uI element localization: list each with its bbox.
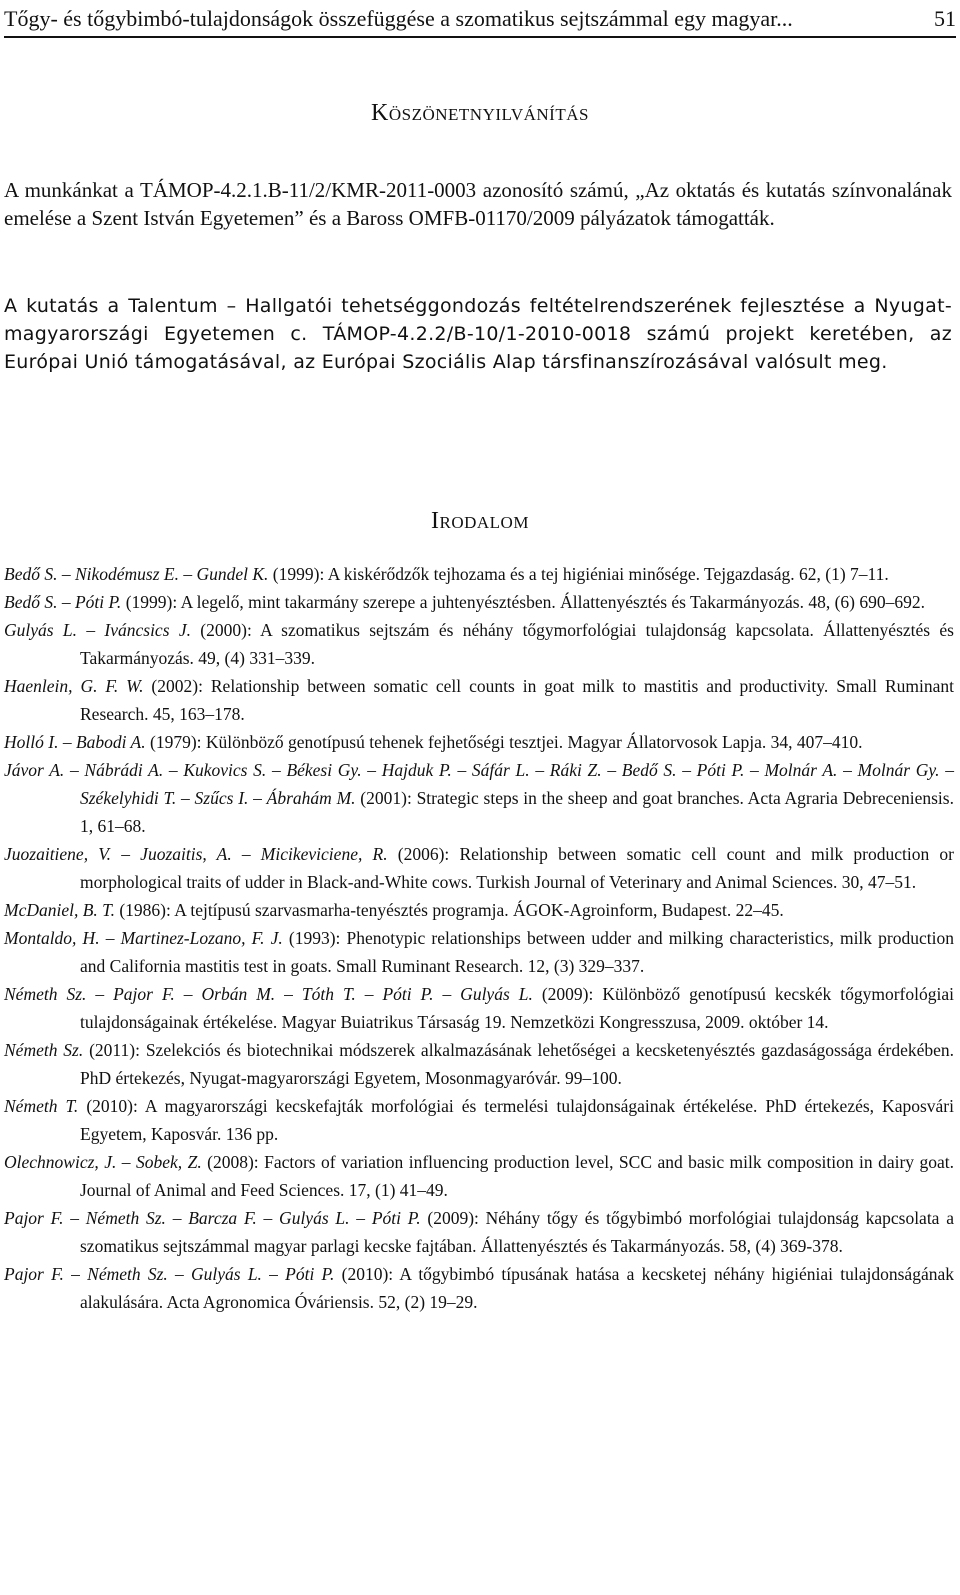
reference-details: (1999): A kiskérődzők tejhozama és a tej higiéniai minősége. Tejgazdaság. 62, (1) 7–11. [268, 564, 889, 584]
reference-item [4, 840, 954, 896]
reference-authors: Pajor F. – Németh Sz. – Barcza F. – Gulyás L. – Póti P. [4, 1208, 421, 1228]
literature-heading: Irodalom [431, 508, 529, 534]
reference-item [4, 728, 954, 756]
reference-authors: Holló I. – Babodi A. [4, 732, 146, 752]
reference-authors: Bedő S. – Nikodémusz E. – Gundel K. [4, 564, 269, 584]
reference-details: (2011): Szelekciós és biotechnikai módszerek alkalmazásának lehetőségei a kecsketenyésztés gazdaságossága érdekében. PhD értekezés, Nyugat-magyarországi Egyetem, Mosonmagyaróvár. 99–100. [80, 1040, 954, 1088]
reference-details: (2008): Factors of variation influencing production level, SCC and basic milk composition in dairy goat. Journal of Animal and Feed Sciences. 17, (1) 41–49. [80, 1152, 955, 1200]
reference-details: (2000): A szomatikus sejtszám és néhány tőgymorfológiai tulajdonság kapcsolata. Állattenyésztés és Takarmányozás. 49, (4) 331–339. [80, 620, 954, 668]
reference-authors: Németh Sz. – Pajor F. – Orbán M. – Tóth T. – Póti P. – Gulyás L. [4, 984, 533, 1004]
reference-details: (1993): Phenotypic relationships between udder and milking characteristics, milk production and California mastitis test in goats. Small Ruminant Research. 12, (3) 329–337. [80, 928, 954, 976]
acknowledgements-heading: Köszönetnyilvánítás [371, 100, 589, 126]
reference-authors: Németh T. [4, 1096, 79, 1116]
reference-item [4, 896, 954, 924]
page-number: 51 [934, 6, 956, 31]
reference-authors: Juozaitiene, V. – Juozaitis, A. – Micikeviciene, R. [4, 844, 388, 864]
reference-item [4, 980, 954, 1036]
reference-authors: Németh Sz. [4, 1040, 84, 1060]
reference-details: (2010): A tőgybimbó típusának hatása a kecsketej néhány higiéniai tulajdonságának alakulására. Acta Agronomica Óváriensis. 52, (2) 19–29. [80, 1264, 954, 1312]
reference-item [4, 672, 954, 728]
acknowledgement-paragraph-1: A munkánkat a TÁMOP-4.2.1.B-11/2/KMR-2011-0003 azonosító számú, „Az oktatás és kutatás színvonalának emelése a Szent István Egyetemen” és a Baross OMFB-01170/2009 pályázatok támogatták. [4, 178, 952, 230]
running-title: Tőgy- és tőgybimbó-tulajdonságok összefüggése a szomatikus sejtszámmal egy magyar... [4, 6, 793, 31]
reference-item [4, 616, 954, 672]
reference-item [4, 560, 954, 588]
reference-item [4, 1092, 954, 1148]
reference-item [4, 924, 954, 980]
reference-item [4, 1036, 954, 1092]
reference-authors: Gulyás L. – Iváncsics J. [4, 620, 191, 640]
reference-details: (1986): A tejtípusú szarvasmarha-tenyésztés programja. ÁGOK-Agroinform, Budapest. 22–45. [114, 900, 784, 920]
reference-item [4, 588, 954, 616]
reference-authors: Olechnowicz, J. – Sobek, Z. [4, 1152, 202, 1172]
reference-item [4, 1148, 954, 1204]
reference-details: (2001): Strategic steps in the sheep and goat branches. Acta Agraria Debreceniensis. 1, 61–68. [80, 788, 954, 836]
reference-authors: Haenlein, G. F. W. [4, 676, 144, 696]
reference-details: (1979): Különböző genotípusú tehenek fejhetőségi tesztjei. Magyar Állatorvosok Lapja. 34, 407–410. [145, 732, 863, 752]
reference-details: (2009): Néhány tőgy és tőgybimbó morfológiai tulajdonság kapcsolata a szomatikus sejtszámmal magyar parlagi kecske fajtában. Állattenyésztés és Takarmányozás. 58, (4) 369-378. [80, 1208, 954, 1256]
acknowledgement-paragraph-2: A kutatás a Talentum – Hallgatói tehetséggondozás feltételrendszerének fejlesztése a Nyugat-magyarországi Egyetemen c. TÁMOP-4.2.2/B-10/1-2010-0018 számú projekt keretében, az Európai Unió támogatásával, az Európai Szociális Alap társfinanszírozásával valósult meg. [4, 295, 952, 373]
header-rule [4, 36, 956, 38]
running-head [4, 6, 956, 32]
reference-authors: Pajor F. – Németh Sz. – Gulyás L. – Póti P. [4, 1264, 335, 1284]
reference-authors: McDaniel, B. T. [4, 900, 115, 920]
reference-item [4, 1260, 954, 1316]
reference-details: (2002): Relationship between somatic cell counts in goat milk to mastitis and productivity. Small Ruminant Research. 45, 163–178. [80, 676, 954, 724]
reference-authors: Montaldo, H. – Martinez-Lozano, F. J. [4, 928, 283, 948]
reference-details: (2006): Relationship between somatic cell count and milk production or morphological traits of udder in Black-and-White cows. Turkish Journal of Veterinary and Animal Sciences. 30, 47–51. [80, 844, 954, 892]
reference-authors: Bedő S. – Póti P. [4, 592, 122, 612]
reference-authors: Jávor A. – Nábrádi A. – Kukovics S. – Békesi Gy. – Hajduk P. – Sáfár L. – Ráki Z. – Bedő S. – Póti P. – Molnár A. – Molnár Gy. – Székelyhidi T. – Szűcs I. – Ábrahám M. [4, 760, 954, 808]
reference-details: (1999): A legelő, mint takarmány szerepe a juhtenyésztésben. Állattenyésztés és Takarmányozás. 48, (6) 690–692. [121, 592, 926, 612]
reference-list [4, 560, 954, 1316]
reference-item [4, 756, 954, 840]
reference-details: (2010): A magyarországi kecskefajták morfológiai és termelési tulajdonságainak értékelése. PhD értekezés, Kaposvári Egyetem, Kaposvár. 136 pp. [78, 1096, 954, 1144]
reference-details: (2009): Különböző genotípusú kecskék tőgymorfológiai tulajdonságainak értékelése. Magyar Buiatrikus Társaság 19. Nemzetközi Kongresszusa, 2009. október 14. [80, 984, 954, 1032]
reference-item [4, 1204, 954, 1260]
